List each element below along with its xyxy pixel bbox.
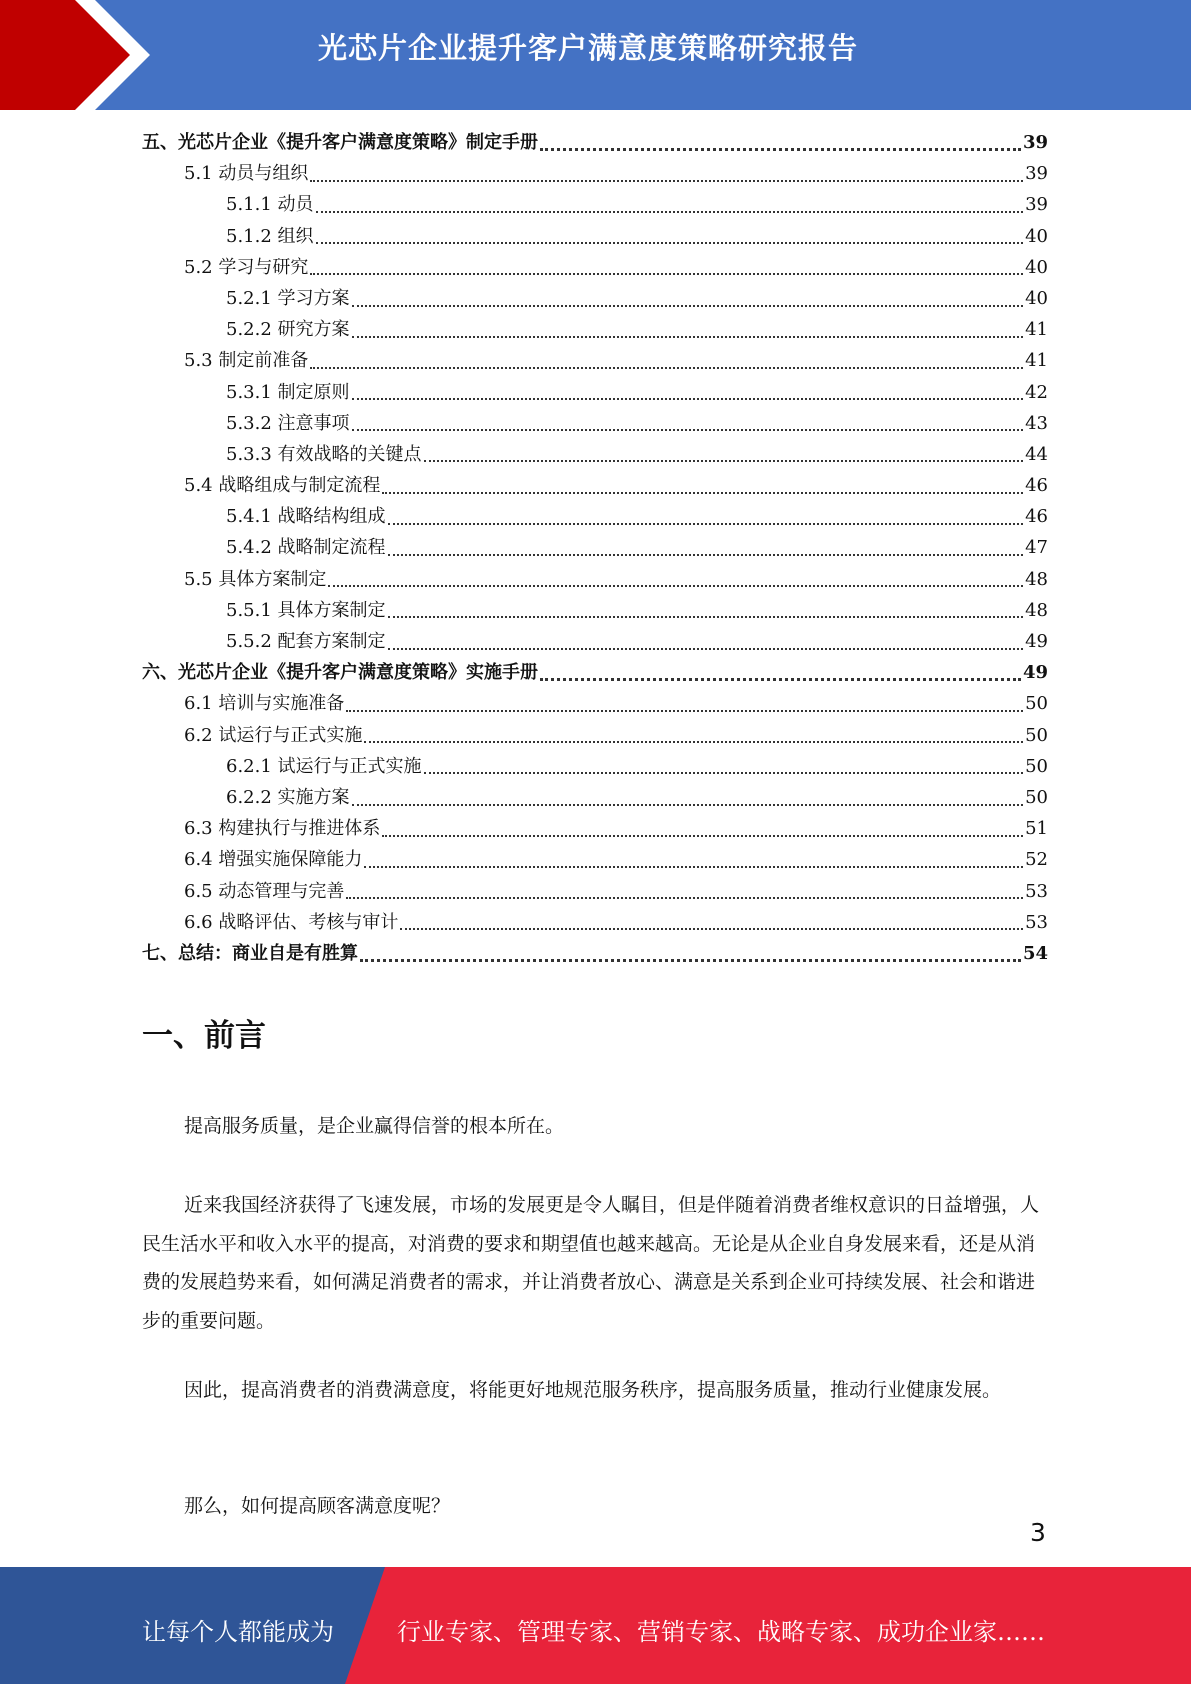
- toc-dot-leader: [352, 429, 1024, 431]
- toc-dot-leader: [316, 211, 1024, 213]
- toc-entry-label: 5.4.1 战略结构组成: [226, 506, 386, 528]
- toc-entry-page: 39: [1022, 132, 1048, 153]
- toc-entry[interactable]: [142, 377, 1048, 408]
- toc-entry[interactable]: [142, 532, 1048, 563]
- toc-entry[interactable]: [142, 314, 1048, 345]
- page-number: 3: [1030, 1518, 1046, 1547]
- toc-entry[interactable]: [142, 189, 1048, 220]
- toc-entry-page: 46: [1025, 475, 1048, 497]
- toc-entry-page: 41: [1025, 319, 1048, 341]
- toc-entry[interactable]: [142, 252, 1048, 283]
- toc-entry-label: 6.2 试运行与正式实施: [184, 724, 363, 746]
- body-paragraph: 那么，如何提高顾客满意度呢？: [184, 1495, 451, 1517]
- toc-entry-page: 50: [1025, 724, 1048, 746]
- toc-dot-leader: [310, 273, 1023, 275]
- toc-entry-label: 6.5 动态管理与完善: [184, 880, 345, 902]
- toc-entry-page: 43: [1025, 412, 1048, 434]
- toc-entry[interactable]: [142, 626, 1048, 657]
- body-paragraph: 因此，提高消费者的消费满意度，将能更好地规范服务秩序，提高服务质量，推动行业健康发展。: [184, 1379, 1002, 1401]
- toc-entry-page: 39: [1025, 194, 1048, 216]
- toc-entry-page: 39: [1025, 163, 1048, 185]
- toc-entry[interactable]: [142, 158, 1048, 189]
- toc-entry[interactable]: [142, 720, 1048, 751]
- toc-entry[interactable]: [142, 657, 1048, 688]
- toc-entry[interactable]: [142, 127, 1048, 158]
- toc-entry[interactable]: [142, 844, 1048, 875]
- toc-entry[interactable]: [142, 938, 1048, 969]
- toc-entry-label: 5.5.2 配套方案制定: [226, 631, 386, 652]
- toc-entry-label: 6.6 战略评估、考核与审计: [184, 911, 399, 933]
- toc-entry-label: 5.2 学习与研究: [184, 256, 309, 278]
- toc-entry-page: 40: [1025, 225, 1048, 247]
- toc-dot-leader: [388, 648, 1024, 650]
- toc-dot-leader: [352, 804, 1024, 806]
- toc-entry-page: 53: [1025, 880, 1048, 902]
- toc-entry-page: 50: [1025, 693, 1048, 715]
- toc-dot-leader: [388, 523, 1024, 525]
- report-title: 光芯片企业提升客户满意度策略研究报告: [318, 31, 859, 65]
- toc-entry-page: 40: [1025, 287, 1048, 309]
- toc-entry-label: 6.4 增强实施保障能力: [184, 849, 363, 871]
- toc-entry-page: 49: [1022, 662, 1048, 684]
- footer-slogan-right: 行业专家、管理专家、营销专家、战略专家、成功企业家……: [397, 1618, 1045, 1646]
- toc-entry[interactable]: [142, 595, 1048, 626]
- toc-entry-label: 5.1.1 动员: [226, 194, 314, 216]
- chevron-arrow-icon: [0, 0, 155, 110]
- toc-dot-leader: [310, 180, 1023, 182]
- toc-entry-label: 5.3.2 注意事项: [226, 412, 350, 434]
- toc-entry[interactable]: [142, 221, 1048, 252]
- toc-entry[interactable]: [142, 408, 1048, 439]
- toc-entry-label: 5.4.2 战略制定流程: [226, 537, 386, 559]
- toc-entry[interactable]: [142, 751, 1048, 782]
- toc-entry-page: 51: [1025, 818, 1048, 840]
- toc-entry-page: 50: [1025, 786, 1048, 808]
- toc-entry[interactable]: [142, 439, 1048, 470]
- toc-entry-page: 42: [1025, 381, 1048, 403]
- toc-dot-leader: [352, 336, 1024, 338]
- toc-entry-label: 5.1 动员与组织: [184, 163, 309, 185]
- toc-entry-label: 6.2.1 试运行与正式实施: [226, 755, 422, 777]
- footer-slogan-left: 让每个人都能成为: [142, 1618, 334, 1646]
- toc-entry-label: 6.3 构建执行与推进体系: [184, 818, 381, 840]
- toc-dot-leader: [424, 460, 1024, 462]
- toc-entry-label: 6.1 培训与实施准备: [184, 693, 345, 715]
- toc-entry-label: 5.2.1 学习方案: [226, 287, 350, 309]
- toc-entry-page: 44: [1025, 443, 1048, 465]
- toc-dot-leader: [540, 148, 1021, 151]
- toc-dot-leader: [352, 398, 1024, 400]
- toc-entry-page: 53: [1025, 911, 1048, 933]
- toc-dot-leader: [316, 242, 1024, 244]
- toc-dot-leader: [346, 710, 1023, 712]
- toc-dot-leader: [352, 305, 1024, 307]
- toc-entry[interactable]: [142, 470, 1048, 501]
- toc-entry-page: 40: [1025, 256, 1048, 278]
- toc-entry-label: 六、光芯片企业《提升客户满意度策略》实施手册: [142, 662, 538, 684]
- toc-entry[interactable]: [142, 782, 1048, 813]
- toc-dot-leader: [388, 554, 1024, 556]
- footer-banner: [0, 1567, 1191, 1684]
- toc-entry-label: 5.3.1 制定原则: [226, 381, 350, 403]
- toc-entry-page: 48: [1025, 568, 1048, 590]
- toc-dot-leader: [388, 616, 1024, 618]
- toc-entry-page: 46: [1025, 506, 1048, 528]
- toc-entry-page: 47: [1025, 537, 1048, 559]
- toc-entry[interactable]: [142, 564, 1048, 595]
- toc-dot-leader: [346, 897, 1023, 899]
- toc-dot-leader: [400, 928, 1023, 930]
- body-paragraph: 近来我国经济获得了飞速发展，市场的发展更是令人瞩目，但是伴随着消费者维权意识的日益增强，人民生活水平和收入水平的提高，对消费的要求和期望值也越来越高。无论是从企业自身发展来看，还是从消费的发展趋势来看，如何满足消费者的需求，并让消费者放心、满意是关系到企业可持续发展、社会和谐进步的重要问题。: [142, 1194, 1040, 1332]
- header-banner: [0, 0, 1191, 110]
- toc-dot-leader: [360, 959, 1021, 962]
- toc-dot-leader: [540, 678, 1021, 681]
- toc-entry-page: 54: [1022, 942, 1048, 964]
- toc-dot-leader: [382, 835, 1023, 837]
- toc-entry[interactable]: [142, 283, 1048, 314]
- toc-dot-leader: [328, 585, 1023, 587]
- toc-entry-page: 52: [1025, 849, 1048, 871]
- toc-entry-page: 49: [1025, 631, 1048, 652]
- table-of-contents: [142, 127, 1048, 969]
- toc-entry-label: 七、总结：商业自是有胜算: [142, 942, 358, 964]
- toc-entry[interactable]: [142, 345, 1048, 376]
- body-paragraph: 提高服务质量，是企业赢得信誉的根本所在。: [184, 1115, 565, 1137]
- toc-entry-label: 5.1.2 组织: [226, 225, 314, 247]
- toc-entry-label: 5.5.1 具体方案制定: [226, 599, 386, 621]
- toc-entry[interactable]: [142, 876, 1048, 907]
- toc-dot-leader: [364, 741, 1023, 743]
- toc-entry-label: 5.4 战略组成与制定流程: [184, 475, 381, 497]
- toc-entry-label: 五、光芯片企业《提升客户满意度策略》制定手册: [142, 132, 538, 153]
- section-heading: 一、前言: [142, 1018, 266, 1054]
- toc-entry-page: 50: [1025, 755, 1048, 777]
- toc-entry[interactable]: [142, 907, 1048, 938]
- toc-entry-label: 5.3.3 有效战略的关键点: [226, 443, 422, 465]
- toc-entry[interactable]: [142, 813, 1048, 844]
- toc-entry[interactable]: [142, 501, 1048, 532]
- toc-entry-label: 6.2.2 实施方案: [226, 786, 350, 808]
- toc-entry[interactable]: [142, 688, 1048, 719]
- toc-dot-leader: [424, 772, 1024, 774]
- toc-entry-page: 41: [1025, 350, 1048, 372]
- toc-entry-label: 5.3 制定前准备: [184, 350, 309, 372]
- toc-entry-page: 48: [1025, 599, 1048, 621]
- toc-dot-leader: [310, 367, 1023, 369]
- toc-entry-label: 5.5 具体方案制定: [184, 568, 327, 590]
- toc-dot-leader: [382, 492, 1023, 494]
- toc-entry-label: 5.2.2 研究方案: [226, 319, 350, 341]
- toc-dot-leader: [364, 866, 1023, 868]
